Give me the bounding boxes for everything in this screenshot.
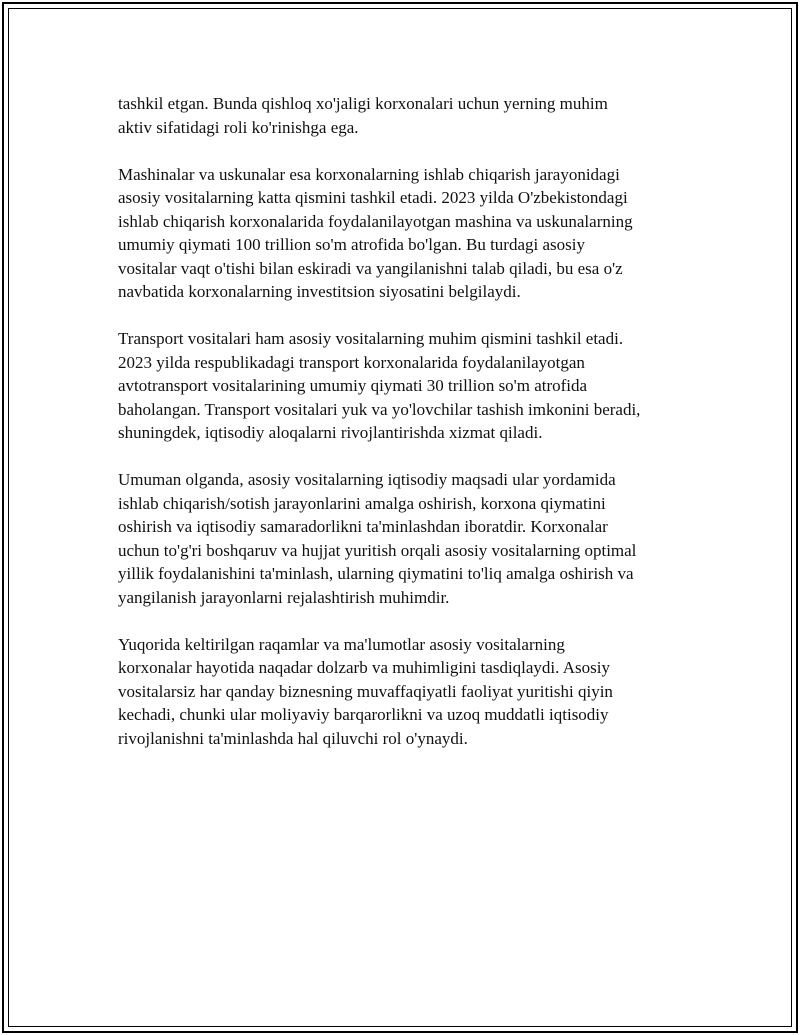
paragraph-summary: Umuman olganda, asosiy vositalarning iqtisodiy maqsadi ular yordamida ishlab chiqarish/sotish jarayonlarini amalga oshirish, korxona qiymatini oshirish va iqtisodiy samaradorlikni ta'minlashdan iboratdir. Korxonalar uchun to'g'ri boshqaruv va hujjat yuritish orqali asosiy vositalarning optimal yillik foydalanishini ta'minlash, ularning qiymatini to'liq amalga oshirish va yangilanish jarayonlarni rejalashtirish muhimdir. (118, 470, 637, 607)
paragraph-conclusion: Yuqorida keltirilgan raqamlar va ma'lumotlar asosiy vositalarning korxonalar hayotida naqadar dolzarb va muhimligini tasdiqlaydi. Asosiy vositalarsiz har qanday biznesning muvaffaqiyatli faoliyat yuritishi qiyin kechadi, chunki ular moliyaviy barqarorlikni va uzoq muddatli iqtisodiy rivojlanishni ta'minlashda hal qiluvchi rol o'ynaydi. (118, 634, 613, 748)
document-body (118, 92, 698, 774)
paragraph-transport: Transport vositalari ham asosiy vositalarning muhim qismini tashkil etadi. 2023 yilda respublikadagi transport korxonalarida foydalanilayotgan avtotransport vositalarining umumiy qiymati 30 trillion so'm atrofida baholangan. Transport vositalari yuk va yo'lovchilar tashish imkonini beradi, shuningdek, iqtisodiy aloqalarni rivojlantirishda xizmat qiladi. (118, 329, 641, 442)
paragraph-machinery: Mashinalar va uskunalar esa korxonalarning ishlab chiqarish jarayonidagi asosiy vositalarning katta qismini tashkil etadi. 2023 yilda O'zbekistondagi ishlab chiqarish korxonalarida foydalanilayotgan mashina va uskunalarning umumiy qiymati 100 trillion so'm atrofida bo'lgan. Bu turdagi asosiy vositalar vaqt o'tishi bilan eskiradi va yangilanishni talab qiladi, bu esa o'z navbatida korxonalarning investitsion siyosatini belgilaydi. (118, 164, 633, 301)
paragraph-land-assets: tashkil etgan. Bunda qishloq xo'jaligi korxonalari uchun yerning muhim aktiv sifatidagi roli ko'rinishga ega. (118, 94, 608, 137)
